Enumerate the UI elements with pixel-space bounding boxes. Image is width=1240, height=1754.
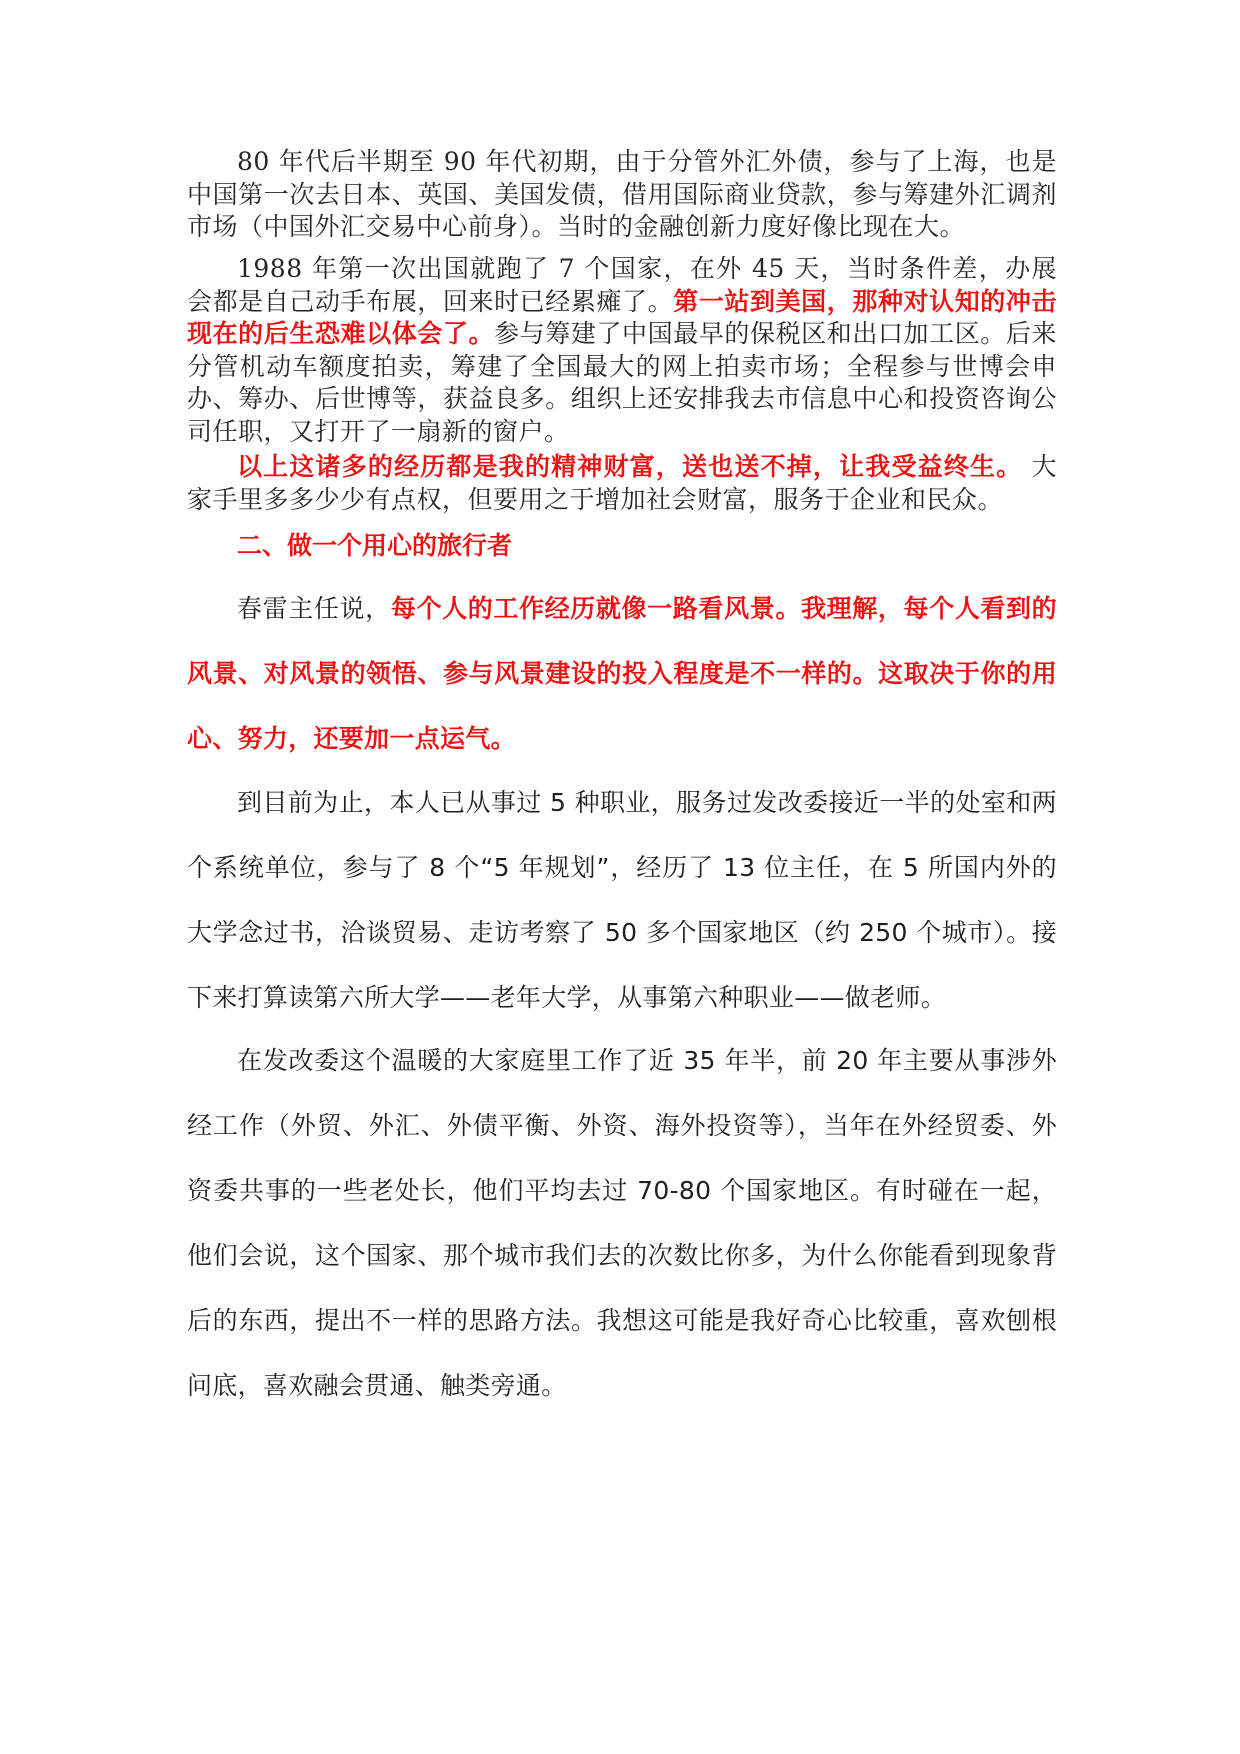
section-heading: 二、做一个用心的旅行者 (237, 531, 513, 560)
highlighted-text: 以上这诸多的经历都是我的精神财富，送也送不掉，让我受益终生。 (237, 452, 1023, 481)
paragraph-scenery (187, 576, 1057, 771)
paragraph-first-trip-abroad (187, 253, 1057, 448)
paragraph-text: 1988 年第一次出国就跑了 7 个国家，在外 45 天，当时条件差，办展会都是自己动手布展，回来时已经累瘫了。 (187, 254, 1057, 316)
paragraph-text: 到目前为止，本人已从事过 5 种职业，服务过发改委接近一半的处室和两个系统单位，参与了 8 个“5 年规划”，经历了 13 位主任，在 5 所国内外的大学念过书，洽谈贸易、走访考察了 50 多个国家地区（约 250 个城市）。接下来打算读第六所大学——老年大学，从事第六种职业——做老师。 (187, 788, 1057, 1012)
paragraph-spiritual-wealth (187, 451, 1057, 516)
highlighted-text: 每个人的工作经历就像一路看风景。我理解，每个人看到的风景、对风景的领悟、参与风景建设的投入程度是不一样的。这取决于你的用心、努力，还要加一点运气。 (187, 594, 1057, 753)
highlighted-text: 第一站到美国，那种对认知的冲击现在的后生恐难以体会了。 (187, 286, 1057, 348)
paragraph-foreign-affairs-work (187, 1028, 1057, 1418)
paragraph-text: 参与筹建了中国最早的保税区和出口加工区。后来分管机动车额度拍卖，筹建了全国最大的网上拍卖市场；全程参与世博会申办、筹办、后世博等，获益良多。组织上还安排我去市信息中心和投资咨询公司任职，又打开了一扇新的窗户。 (187, 319, 1057, 446)
paragraph-text: 在发改委这个温暖的大家庭里工作了近 35 年半，前 20 年主要从事涉外经工作（外贸、外汇、外债平衡、外资、海外投资等），当年在外经贸委、外资委共事的一些老处长，他们平均去过 70-80 个国家地区。有时碰在一起，他们会说，这个国家、那个城市我们去的次数比你多，为什么你能看到现象背后的东西，提出不一样的思路方法。我想这可能是我好奇心比较重，喜欢刨根问底，喜欢融会贯通、触类旁通。 (187, 1046, 1057, 1400)
paragraph-text: 大家手里多多少少有点权，但要用之于增加社会财富，服务于企业和民众。 (187, 452, 1057, 514)
paragraph-text: 春雷主任说， (237, 594, 391, 623)
paragraph-foreign-debt (187, 146, 1057, 244)
paragraph-career-summary (187, 770, 1057, 1030)
paragraph-text: 80 年代后半期至 90 年代初期，由于分管外汇外债，参与了上海，也是中国第一次去日本、英国、美国发债，借用国际商业贷款，参与筹建外汇调剂市场（中国外汇交易中心前身）。当时的金融创新力度好像比现在大。 (187, 147, 1057, 241)
